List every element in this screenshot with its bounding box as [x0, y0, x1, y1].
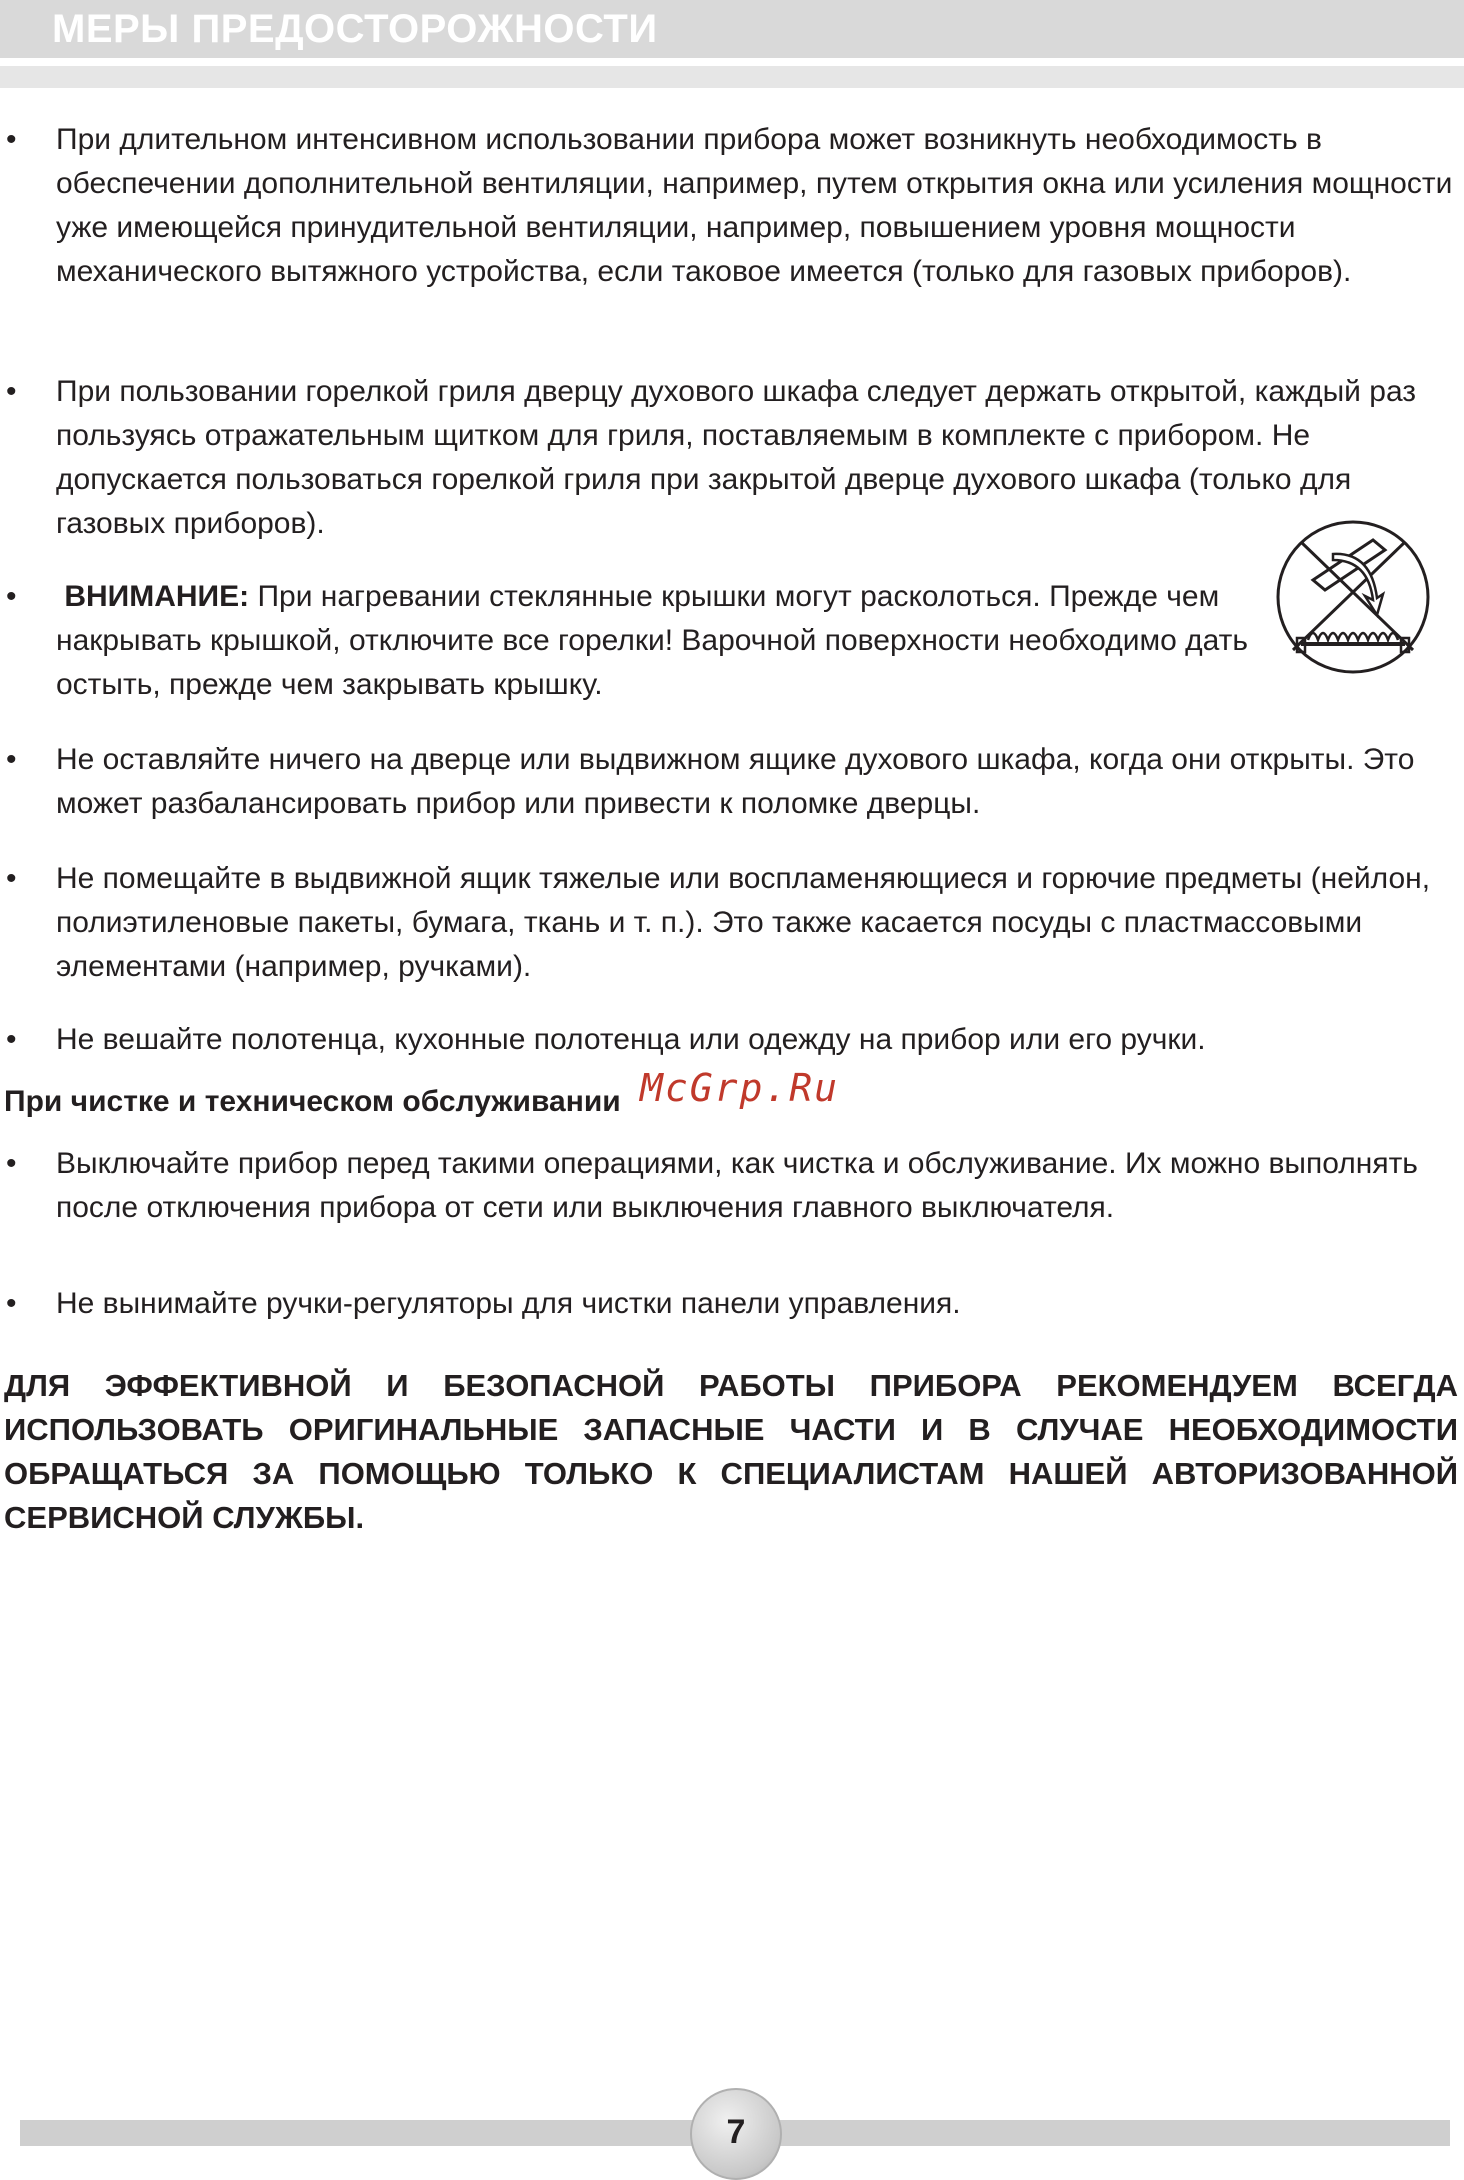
service-recommendation: ДЛЯ ЭФФЕКТИВНОЙ И БЕЗОПАСНОЙ РАБОТЫ ПРИБОРА РЕКОМЕНДУЕМ ВСЕГДА ИСПОЛЬЗОВАТЬ ОРИГИНАЛЬНЫЕ ЗАПАСНЫЕ ЧАСТИ И В СЛУЧАЕ НЕОБХОДИМОСТИ ОБРАЩАТЬСЯ ЗА ПОМОЩЬЮ ТОЛЬКО К СПЕЦИАЛИСТАМ НАШЕЙ АВТОРИЗОВАННОЙ СЕРВИСНОЙ СЛУЖБЫ.: [4, 1368, 1458, 1535]
list-item-text: Не вешайте полотенца, кухонные полотенца или одежду на прибор или его ручки.: [56, 1023, 1206, 1056]
header-bar: [0, 0, 1464, 58]
page-number: 7: [726, 2113, 746, 2151]
list-item-text: При длительном интенсивном использовании прибора может возникнуть необходимость в обеспечении дополнительной вентиляции, например, путем открытия окна или усиления мощности уже имеющейся принудительной вентиляции, например, повышением уровня мощности механического вытяжного устройства, если таковое имеется (только для газовых приборов).: [56, 123, 1453, 288]
list-item-text: Выключайте прибор перед такими операциями, как чистка и обслуживание. Их можно выполнять после отключения прибора от сети или выключения главного выключателя.: [56, 1147, 1418, 1224]
bullet-dot: •: [6, 1147, 17, 1180]
icon-circle: [1278, 522, 1428, 672]
header-divider: [0, 66, 1464, 88]
bullet-dot: •: [6, 862, 17, 895]
page-number-badge: [690, 2088, 782, 2180]
watermark: McGrp.Ru: [640, 1066, 840, 1110]
bullet-dot: •: [6, 375, 17, 408]
list-item-text: Не помещайте в выдвижной ящик тяжелые или воспламеняющиеся и горючие предметы (нейлон, полиэтиленовые пакеты, бумага, ткань и т. п.). Это также касается посуды с пластмассовыми элементами (например, ручками).: [56, 862, 1431, 983]
bullet-dot: •: [6, 580, 17, 613]
bullet-dot: •: [6, 743, 17, 776]
bullet-dot: •: [6, 1023, 17, 1056]
list-item-text: Не вынимайте ручки-регуляторы для чистки панели управления.: [56, 1287, 961, 1320]
section-heading: При чистке и техническом обслуживании: [4, 1085, 621, 1118]
no-lid-on-burner-icon: [1273, 520, 1433, 675]
warning-label: ВНИМАНИЕ:: [64, 580, 250, 613]
bullet-dot: •: [6, 1287, 17, 1320]
list-item-text: Не оставляйте ничего на дверце или выдвижном ящике духового шкафа, когда они открыты. Это может разбалансировать прибор или привести к поломке дверцы.: [56, 743, 1415, 820]
page-title: МЕРЫ ПРЕДОСТОРОЖНОСТИ: [52, 7, 658, 51]
list-item-text: При пользовании горелкой гриля дверцу духового шкафа следует держать открытой, каждый раз пользуясь отражательным щитком для гриля, поставляемым в комплекте с прибором. Не допускается пользоваться горелкой гриля при закрытой дверце духового шкафа (только для газовых приборов).: [56, 375, 1417, 540]
list-item-text: [56, 575, 1256, 707]
bullet-dot: •: [6, 123, 17, 156]
warning-text: При нагревании стеклянные крышки могут расколоться. Прежде чем накрывать крышкой, отключите все горелки! Варочной поверхности необходимо дать остыть, прежде чем закрывать крышку.: [56, 580, 1249, 701]
